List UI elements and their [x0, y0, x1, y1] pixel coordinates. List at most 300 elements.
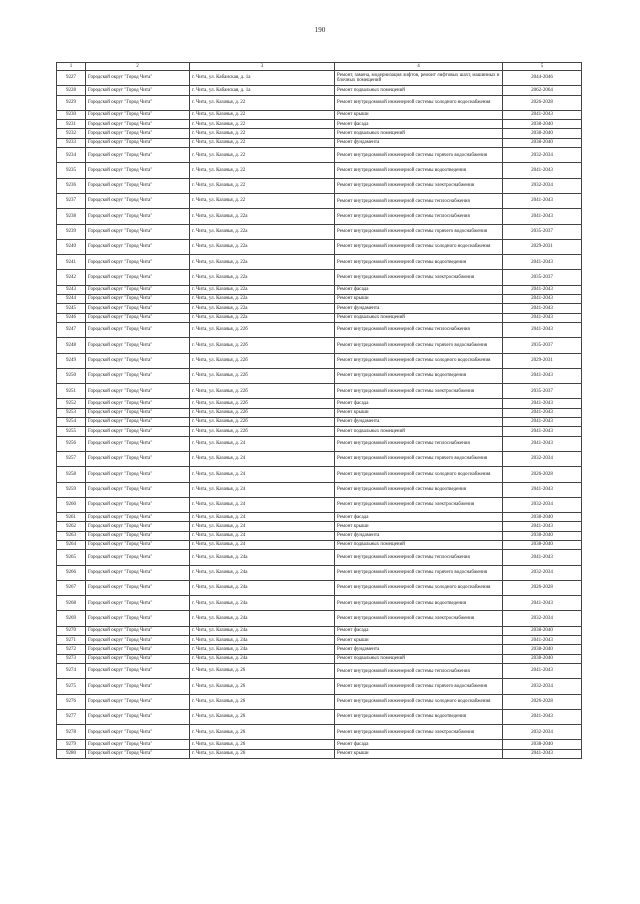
work-type-cell: Ремонт внутридомовой инженерной системы теплоснабжения [335, 663, 503, 678]
period-cell: 2041-2043 [503, 749, 582, 758]
table-row [57, 295, 582, 304]
table-row [57, 749, 582, 758]
period-cell: 2041-2043 [503, 193, 582, 208]
work-type-cell: Ремонт подвальных помещений [335, 654, 503, 663]
address-cell: г. Чита, ул. Казачья, д. 22б [190, 399, 335, 408]
period-cell: 2026-2028 [503, 95, 582, 110]
row-number-cell: 9270 [57, 626, 86, 635]
work-type-cell: Ремонт внутридомовой инженерной системы электроснабжения [335, 725, 503, 740]
table-row [57, 467, 582, 482]
work-type-cell: Ремонт подвальных помещений [335, 86, 503, 95]
period-cell: 2041-2043 [503, 313, 582, 322]
work-type-cell: Ремонт крыши [335, 295, 503, 304]
address-cell: г. Чита, ул. Казачья, д. 22 [190, 120, 335, 129]
municipality-cell: Городской округ "Город Чита" [86, 565, 190, 580]
address-cell: г. Чита, ул. Казачья, д. 24 [190, 513, 335, 522]
work-type-cell: Ремонт фундамента [335, 645, 503, 654]
municipality-cell: Городской округ "Город Чита" [86, 193, 190, 208]
address-cell: г. Чита, ул. Казачья, д. 26 [190, 694, 335, 709]
table-row [57, 513, 582, 522]
period-cell: 2029-2031 [503, 353, 582, 368]
address-cell: г. Чита, ул. Казачья, д. 22 [190, 148, 335, 163]
table-row [57, 255, 582, 270]
municipality-cell: Городской округ "Город Чита" [86, 270, 190, 285]
period-cell: 2041-2043 [503, 709, 582, 724]
work-type-cell: Ремонт внутридомовой инженерной системы электроснабжения [335, 611, 503, 626]
period-cell: 2038-2040 [503, 120, 582, 129]
row-number-cell: 9237 [57, 193, 86, 208]
municipality-cell: Городской округ "Город Чита" [86, 110, 190, 119]
row-number-cell: 9232 [57, 129, 86, 138]
table-row [57, 436, 582, 451]
row-number-cell: 9261 [57, 513, 86, 522]
row-number-cell: 9244 [57, 295, 86, 304]
period-cell: 2041-2043 [503, 110, 582, 119]
address-cell: г. Чита, ул. Казачья, д. 22б [190, 322, 335, 337]
address-cell: г. Чита, ул. Казачья, д. 22а [190, 304, 335, 313]
period-cell: 2026-2028 [503, 694, 582, 709]
municipality-cell: Городской округ "Город Чита" [86, 95, 190, 110]
work-type-cell: Ремонт фундамента [335, 418, 503, 427]
row-number-cell: 9233 [57, 138, 86, 147]
period-cell: 2062-2064 [503, 86, 582, 95]
work-type-cell: Ремонт внутридомовой инженерной системы теплоснабжения [335, 209, 503, 224]
work-type-cell: Ремонт внутридомовой инженерной системы горячего водоснабжения [335, 338, 503, 353]
work-type-cell: Ремонт внутридомовой инженерной системы электроснабжения [335, 384, 503, 399]
municipality-cell: Городской округ "Город Чита" [86, 513, 190, 522]
address-cell: г. Чита, ул. Казачья, д. 24 [190, 467, 335, 482]
municipality-cell: Городской округ "Город Чита" [86, 451, 190, 466]
municipality-cell: Городской округ "Город Чита" [86, 120, 190, 129]
row-number-cell: 9278 [57, 725, 86, 740]
address-cell: г. Чита, ул. Казачья, д. 22а [190, 270, 335, 285]
row-number-cell: 9228 [57, 86, 86, 95]
municipality-cell: Городской округ "Город Чита" [86, 679, 190, 694]
work-type-cell: Ремонт подвальных помещений [335, 129, 503, 138]
work-type-cell: Ремонт внутридомовой инженерной системы теплоснабжения [335, 436, 503, 451]
address-cell: г. Чита, ул. Казачья, д. 26 [190, 749, 335, 758]
municipality-cell: Городской округ "Город Чита" [86, 467, 190, 482]
table-row [57, 120, 582, 129]
row-number-cell: 9227 [57, 71, 86, 86]
address-cell: г. Чита, ул. Казачья, д. 22а [190, 313, 335, 322]
work-type-cell: Ремонт внутридомовой инженерной системы электроснабжения [335, 497, 503, 512]
municipality-cell: Городской округ "Город Чита" [86, 304, 190, 313]
work-type-cell: Ремонт фундамента [335, 304, 503, 313]
works-table [56, 62, 582, 759]
table-row [57, 709, 582, 724]
period-cell: 2032-2034 [503, 451, 582, 466]
work-type-cell: Ремонт внутридомовой инженерной системы водоотведения [335, 482, 503, 497]
row-number-cell: 9272 [57, 645, 86, 654]
row-number-cell: 9277 [57, 709, 86, 724]
table-row [57, 239, 582, 254]
table-row [57, 694, 582, 709]
row-number-cell: 9252 [57, 399, 86, 408]
work-type-cell: Ремонт крыши [335, 110, 503, 119]
municipality-cell: Городской округ "Город Чита" [86, 239, 190, 254]
table-row [57, 384, 582, 399]
period-cell: 2041-2043 [503, 209, 582, 224]
table-row [57, 86, 582, 95]
address-cell: г. Чита, ул. Казачья, д. 22 [190, 95, 335, 110]
address-cell: г. Чита, ул. Казачья, д. 24 [190, 531, 335, 540]
row-number-cell: 9264 [57, 540, 86, 549]
work-type-cell: Ремонт внутридомовой инженерной системы холодного водоснабжения [335, 580, 503, 595]
address-cell: г. Чита, ул. Казачья, д. 22б [190, 418, 335, 427]
period-cell: 2041-2043 [503, 285, 582, 294]
row-number-cell: 9268 [57, 596, 86, 611]
row-number-cell: 9259 [57, 482, 86, 497]
work-type-cell: Ремонт крыши [335, 636, 503, 645]
page-number: 190 [314, 26, 326, 34]
table-row [57, 596, 582, 611]
work-type-cell: Ремонт внутридомовой инженерной системы водоотведения [335, 368, 503, 383]
period-cell: 2029-2031 [503, 239, 582, 254]
row-number-cell: 9248 [57, 338, 86, 353]
table-row [57, 740, 582, 749]
work-type-cell: Ремонт внутридомовой инженерной системы горячего водоснабжения [335, 148, 503, 163]
row-number-cell: 9255 [57, 427, 86, 436]
work-type-cell: Ремонт внутридомовой инженерной системы теплоснабжения [335, 550, 503, 565]
table-row [57, 270, 582, 285]
address-cell: г. Чита, ул. Казачья, д. 24а [190, 645, 335, 654]
period-cell: 2041-2043 [503, 399, 582, 408]
work-type-cell: Ремонт фасада [335, 513, 503, 522]
period-cell: 2038-2040 [503, 138, 582, 147]
row-number-cell: 9251 [57, 384, 86, 399]
municipality-cell: Городской округ "Город Чита" [86, 71, 190, 86]
period-cell: 2041-2043 [503, 522, 582, 531]
address-cell: г. Чита, ул. Казачья, д. 22б [190, 408, 335, 417]
work-type-cell: Ремонт внутридомовой инженерной системы холодного водоснабжения [335, 694, 503, 709]
period-cell: 2041-2043 [503, 436, 582, 451]
work-type-cell: Ремонт внутридомовой инженерной системы водоотведения [335, 596, 503, 611]
address-cell: г. Чита, ул. Казачья, д. 22а [190, 224, 335, 239]
table-row [57, 285, 582, 294]
table-row [57, 138, 582, 147]
municipality-cell: Городской округ "Город Чита" [86, 626, 190, 635]
address-cell: г. Чита, ул. Казачья, д. 24а [190, 636, 335, 645]
period-cell: 2038-2040 [503, 513, 582, 522]
address-cell: г. Чита, ул. Кабанская, д. 1а [190, 71, 335, 86]
municipality-cell: Городской округ "Город Чита" [86, 540, 190, 549]
row-number-cell: 9250 [57, 368, 86, 383]
address-cell: г. Чита, ул. Кабанская, д. 1а [190, 86, 335, 95]
work-type-cell: Ремонт фасада [335, 120, 503, 129]
period-cell: 2041-2043 [503, 636, 582, 645]
work-type-cell: Ремонт фасада [335, 399, 503, 408]
period-cell: 2026-2028 [503, 467, 582, 482]
table-row [57, 580, 582, 595]
period-cell: 2038-2040 [503, 654, 582, 663]
row-number-cell: 9274 [57, 663, 86, 678]
municipality-cell: Городской округ "Город Чита" [86, 725, 190, 740]
works-table-container [56, 62, 581, 759]
header-cell: 2 [86, 63, 190, 71]
header-cell: 5 [503, 63, 582, 71]
period-cell: 2035-2037 [503, 270, 582, 285]
period-cell: 2035-2037 [503, 384, 582, 399]
address-cell: г. Чита, ул. Казачья, д. 22 [190, 129, 335, 138]
table-row [57, 679, 582, 694]
work-type-cell: Ремонт внутридомовой инженерной системы горячего водоснабжения [335, 565, 503, 580]
municipality-cell: Городской округ "Город Чита" [86, 663, 190, 678]
table-row [57, 550, 582, 565]
work-type-cell: Ремонт внутридомовой инженерной системы водоотведения [335, 163, 503, 178]
work-type-cell: Ремонт фасада [335, 740, 503, 749]
municipality-cell: Городской округ "Город Чита" [86, 427, 190, 436]
municipality-cell: Городской округ "Город Чита" [86, 749, 190, 758]
row-number-cell: 9230 [57, 110, 86, 119]
work-type-cell: Ремонт фундамента [335, 531, 503, 540]
row-number-cell: 9266 [57, 565, 86, 580]
table-row [57, 645, 582, 654]
address-cell: г. Чита, ул. Казачья, д. 22 [190, 163, 335, 178]
municipality-cell: Городской округ "Город Чита" [86, 129, 190, 138]
work-type-cell: Ремонт подвальных помещений [335, 313, 503, 322]
row-number-cell: 9256 [57, 436, 86, 451]
address-cell: г. Чита, ул. Казачья, д. 22а [190, 209, 335, 224]
table-row [57, 451, 582, 466]
header-cell: 4 [335, 63, 503, 71]
work-type-cell: Ремонт фасада [335, 626, 503, 635]
works-table-body [57, 63, 582, 759]
row-number-cell: 9263 [57, 531, 86, 540]
municipality-cell: Городской округ "Город Чита" [86, 255, 190, 270]
address-cell: г. Чита, ул. Казачья, д. 26 [190, 709, 335, 724]
address-cell: г. Чита, ул. Казачья, д. 24а [190, 654, 335, 663]
row-number-cell: 9260 [57, 497, 86, 512]
period-cell: 2041-2043 [503, 427, 582, 436]
municipality-cell: Городской округ "Город Чита" [86, 178, 190, 193]
table-row [57, 148, 582, 163]
row-number-cell: 9238 [57, 209, 86, 224]
header-cell: 1 [57, 63, 86, 71]
period-cell: 2026-2028 [503, 580, 582, 595]
row-number-cell: 9243 [57, 285, 86, 294]
period-cell: 2032-2034 [503, 497, 582, 512]
work-type-cell: Ремонт фасада [335, 285, 503, 294]
period-cell: 2035-2037 [503, 224, 582, 239]
row-number-cell: 9236 [57, 178, 86, 193]
row-number-cell: 9253 [57, 408, 86, 417]
table-row [57, 482, 582, 497]
address-cell: г. Чита, ул. Казачья, д. 26 [190, 740, 335, 749]
row-number-cell: 9265 [57, 550, 86, 565]
table-row [57, 209, 582, 224]
period-cell: 2032-2034 [503, 611, 582, 626]
row-number-cell: 9247 [57, 322, 86, 337]
address-cell: г. Чита, ул. Казачья, д. 22б [190, 384, 335, 399]
period-cell: 2032-2034 [503, 565, 582, 580]
municipality-cell: Городской округ "Город Чита" [86, 436, 190, 451]
address-cell: г. Чита, ул. Казачья, д. 24 [190, 436, 335, 451]
municipality-cell: Городской округ "Город Чита" [86, 322, 190, 337]
table-row [57, 353, 582, 368]
period-cell: 2041-2043 [503, 163, 582, 178]
row-number-cell: 9235 [57, 163, 86, 178]
municipality-cell: Городской округ "Город Чита" [86, 694, 190, 709]
municipality-cell: Городской округ "Город Чита" [86, 654, 190, 663]
address-cell: г. Чита, ул. Казачья, д. 24а [190, 565, 335, 580]
period-cell: 2041-2043 [503, 322, 582, 337]
period-cell: 2041-2043 [503, 663, 582, 678]
municipality-cell: Городской округ "Город Чита" [86, 580, 190, 595]
municipality-cell: Городской округ "Город Чита" [86, 709, 190, 724]
address-cell: г. Чита, ул. Казачья, д. 24 [190, 497, 335, 512]
period-cell: 2038-2040 [503, 531, 582, 540]
municipality-cell: Городской округ "Город Чита" [86, 368, 190, 383]
table-row [57, 611, 582, 626]
table-row [57, 418, 582, 427]
municipality-cell: Городской округ "Город Чита" [86, 522, 190, 531]
municipality-cell: Городской округ "Город Чита" [86, 295, 190, 304]
row-number-cell: 9273 [57, 654, 86, 663]
table-row [57, 313, 582, 322]
work-type-cell: Ремонт подвальных помещений [335, 540, 503, 549]
table-row [57, 129, 582, 138]
municipality-cell: Городской округ "Город Чита" [86, 399, 190, 408]
address-cell: г. Чита, ул. Казачья, д. 24а [190, 580, 335, 595]
work-type-cell: Ремонт внутридомовой инженерной системы водоотведения [335, 255, 503, 270]
row-number-cell: 9240 [57, 239, 86, 254]
row-number-cell: 9275 [57, 679, 86, 694]
municipality-cell: Городской округ "Город Чита" [86, 224, 190, 239]
table-row [57, 304, 582, 313]
work-type-cell: Ремонт крыши [335, 522, 503, 531]
address-cell: г. Чита, ул. Казачья, д. 24 [190, 451, 335, 466]
period-cell: 2041-2043 [503, 295, 582, 304]
table-row [57, 178, 582, 193]
row-number-cell: 9279 [57, 740, 86, 749]
row-number-cell: 9267 [57, 580, 86, 595]
work-type-cell: Ремонт внутридомовой инженерной системы горячего водоснабжения [335, 224, 503, 239]
row-number-cell: 9269 [57, 611, 86, 626]
row-number-cell: 9262 [57, 522, 86, 531]
municipality-cell: Городской округ "Город Чита" [86, 596, 190, 611]
municipality-cell: Городской округ "Город Чита" [86, 338, 190, 353]
row-number-cell: 9229 [57, 95, 86, 110]
row-number-cell: 9257 [57, 451, 86, 466]
municipality-cell: Городской округ "Город Чита" [86, 740, 190, 749]
period-cell: 2041-2043 [503, 255, 582, 270]
work-type-cell: Ремонт крыши [335, 749, 503, 758]
municipality-cell: Городской округ "Город Чита" [86, 418, 190, 427]
address-cell: г. Чита, ул. Казачья, д. 22б [190, 353, 335, 368]
table-row [57, 565, 582, 580]
table-row [57, 636, 582, 645]
period-cell: 2032-2034 [503, 178, 582, 193]
address-cell: г. Чита, ул. Казачья, д. 24а [190, 611, 335, 626]
row-number-cell: 9276 [57, 694, 86, 709]
address-cell: г. Чита, ул. Казачья, д. 22 [190, 178, 335, 193]
address-cell: г. Чита, ул. Казачья, д. 22б [190, 338, 335, 353]
municipality-cell: Городской округ "Город Чита" [86, 313, 190, 322]
address-cell: г. Чита, ул. Казачья, д. 22 [190, 110, 335, 119]
period-cell: 2035-2037 [503, 338, 582, 353]
row-number-cell: 9241 [57, 255, 86, 270]
work-type-cell: Ремонт фундамента [335, 138, 503, 147]
address-cell: г. Чита, ул. Казачья, д. 22б [190, 427, 335, 436]
table-row [57, 427, 582, 436]
address-cell: г. Чита, ул. Казачья, д. 22а [190, 285, 335, 294]
period-cell: 2038-2040 [503, 626, 582, 635]
address-cell: г. Чита, ул. Казачья, д. 22 [190, 193, 335, 208]
row-number-cell: 9245 [57, 304, 86, 313]
table-header-row [57, 63, 582, 71]
row-number-cell: 9234 [57, 148, 86, 163]
work-type-cell: Ремонт внутридомовой инженерной системы электроснабжения [335, 270, 503, 285]
address-cell: г. Чита, ул. Казачья, д. 26 [190, 679, 335, 694]
period-cell: 2041-2043 [503, 368, 582, 383]
municipality-cell: Городской округ "Город Чита" [86, 408, 190, 417]
table-row [57, 497, 582, 512]
municipality-cell: Городской округ "Город Чита" [86, 148, 190, 163]
table-row [57, 110, 582, 119]
municipality-cell: Городской округ "Город Чита" [86, 482, 190, 497]
work-type-cell: Ремонт подвальных помещений [335, 427, 503, 436]
period-cell: 2041-2043 [503, 304, 582, 313]
table-row [57, 322, 582, 337]
period-cell: 2041-2043 [503, 482, 582, 497]
row-number-cell: 9271 [57, 636, 86, 645]
table-row [57, 725, 582, 740]
municipality-cell: Городской округ "Город Чита" [86, 285, 190, 294]
work-type-cell: Ремонт крыши [335, 408, 503, 417]
period-cell: 2044-2046 [503, 71, 582, 86]
address-cell: г. Чита, ул. Казачья, д. 24 [190, 482, 335, 497]
table-row [57, 193, 582, 208]
period-cell: 2041-2043 [503, 408, 582, 417]
row-number-cell: 9258 [57, 467, 86, 482]
municipality-cell: Городской округ "Город Чита" [86, 138, 190, 147]
address-cell: г. Чита, ул. Казачья, д. 24 [190, 540, 335, 549]
table-row [57, 626, 582, 635]
address-cell: г. Чита, ул. Казачья, д. 22а [190, 255, 335, 270]
address-cell: г. Чита, ул. Казачья, д. 22 [190, 138, 335, 147]
table-row [57, 540, 582, 549]
work-type-cell: Ремонт внутридомовой инженерной системы холодного водоснабжения [335, 467, 503, 482]
municipality-cell: Городской округ "Город Чита" [86, 550, 190, 565]
work-type-cell: Ремонт внутридомовой инженерной системы холодного водоснабжения [335, 95, 503, 110]
address-cell: г. Чита, ул. Казачья, д. 22а [190, 295, 335, 304]
table-row [57, 224, 582, 239]
address-cell: г. Чита, ул. Казачья, д. 24а [190, 596, 335, 611]
municipality-cell: Городской округ "Город Чита" [86, 384, 190, 399]
row-number-cell: 9249 [57, 353, 86, 368]
work-type-cell: Ремонт внутридомовой инженерной системы холодного водоснабжения [335, 239, 503, 254]
address-cell: г. Чита, ул. Казачья, д. 22а [190, 239, 335, 254]
municipality-cell: Городской округ "Город Чита" [86, 531, 190, 540]
header-cell: 3 [190, 63, 335, 71]
municipality-cell: Городской округ "Город Чита" [86, 209, 190, 224]
work-type-cell: Ремонт, замена, модернизация лифтов, ремонт лифтовых шахт, машинных и блочных помещений [335, 71, 503, 86]
municipality-cell: Городской округ "Город Чита" [86, 636, 190, 645]
period-cell: 2041-2043 [503, 596, 582, 611]
table-row [57, 163, 582, 178]
row-number-cell: 9280 [57, 749, 86, 758]
period-cell: 2038-2040 [503, 129, 582, 138]
table-row [57, 95, 582, 110]
period-cell: 2032-2034 [503, 148, 582, 163]
row-number-cell: 9254 [57, 418, 86, 427]
period-cell: 2041-2043 [503, 550, 582, 565]
work-type-cell: Ремонт внутридомовой инженерной системы горячего водоснабжения [335, 451, 503, 466]
table-row [57, 399, 582, 408]
period-cell: 2032-2034 [503, 725, 582, 740]
table-row [57, 338, 582, 353]
